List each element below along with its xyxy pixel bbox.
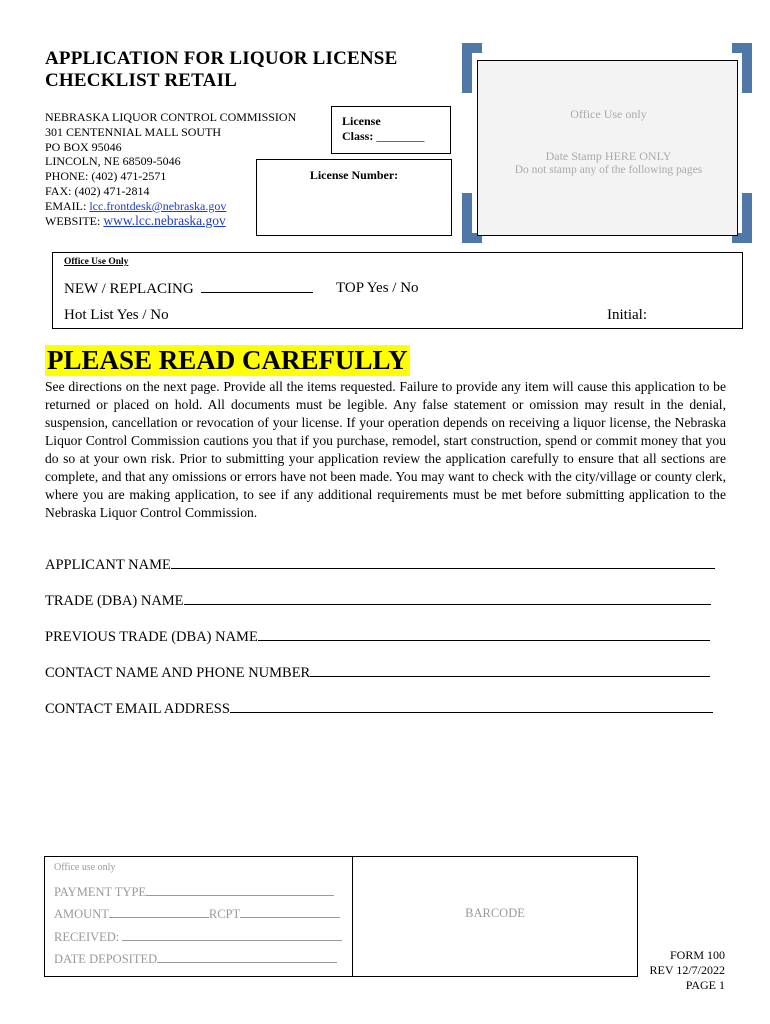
org-name: NEBRASKA LIQUOR CONTROL COMMISSION [45,110,297,124]
office-use-bottom-label: Office use only [54,862,116,873]
date-deposited-row [54,952,337,967]
date-stamp-area[interactable] [477,60,738,236]
email-link[interactable]: lcc.frontdesk@nebraska.gov [89,198,227,213]
payment-type-label: PAYMENT TYPE [54,885,147,899]
trade-name-field[interactable] [45,592,711,610]
license-class-label-2: Class: [342,129,374,143]
license-number-box[interactable] [256,159,452,236]
previous-trade-name-line[interactable] [258,628,710,641]
amount-row [54,907,340,922]
previous-trade-name-label: PREVIOUS TRADE (DBA) NAME [45,629,258,645]
license-class-label-1: License [342,114,381,128]
contact-email-line[interactable] [230,700,713,713]
contact-email-label: CONTACT EMAIL ADDRESS [45,701,230,717]
page-number: PAGE 1 [685,978,725,992]
applicant-name-field[interactable] [45,556,715,574]
city: LINCOLN, NE 68509-5046 [45,154,181,169]
date-deposited-line[interactable] [157,952,337,963]
previous-trade-name-field[interactable] [45,628,710,646]
amount-label: AMOUNT [54,907,109,921]
barcode-box [352,856,638,977]
new-replacing-label: NEW / REPLACING [64,281,194,297]
applicant-name-line[interactable] [171,556,715,569]
website-link[interactable]: www.lcc.nebraska.gov [103,212,226,228]
street: 301 CENTENNIAL MALL SOUTH [45,124,222,139]
form-number: FORM 100 [669,948,725,962]
contact-email-field[interactable] [45,700,713,718]
new-replacing-line[interactable] [201,280,313,293]
rcpt-label: RCPT [208,907,241,921]
contact-name-phone-label: CONTACT NAME AND PHONE NUMBER [45,665,311,681]
license-class-row [342,129,450,144]
received-label: RECEIVED: [54,930,123,944]
payment-type-row [54,885,334,900]
trade-name-line[interactable] [184,592,711,605]
rcpt-line[interactable] [240,907,340,918]
form-revision: REV 12/7/2022 [649,963,725,977]
form-footer [630,948,725,993]
office-use-label: Office Use Only [64,257,129,267]
stamp-line-2: Do not stamp any of the following pages [514,164,703,176]
email-label: EMAIL: [45,198,90,213]
website-label: WEBSITE: [45,213,104,228]
contact-name-phone-line[interactable] [310,664,710,677]
stamp-office-use: Office Use only [570,107,647,121]
fax: FAX: (402) 471-2814 [45,183,150,198]
date-deposited-label: DATE DEPOSITED [54,952,158,966]
payment-type-line[interactable] [146,885,334,896]
trade-name-label: TRADE (DBA) NAME [45,593,184,609]
license-number-label: License Number: [309,168,399,182]
received-row [54,930,342,945]
page-title [45,48,397,92]
initial-label: Initial: [607,307,647,323]
license-class-blank[interactable]: ________ [376,129,425,143]
po-box: PO BOX 95046 [45,139,122,154]
top-yes-no[interactable]: TOP Yes / No [336,280,419,296]
title-line-1: APPLICATION FOR LIQUOR LICENSE [45,48,398,69]
please-read-heading: PLEASE READ CAREFULLY [47,345,408,375]
new-replacing-row [64,280,313,298]
stamp-line-1: Date Stamp HERE ONLY [545,149,672,163]
license-class-box [331,106,451,154]
hot-list-yes-no[interactable]: Hot List Yes / No [64,307,169,323]
directions-paragraph: See directions on the next page. Provide all the items requested. Failure to provide any item will cause this application to be returned or placed on hold. All documents must be legible. Any false statement or omission may result in the denial, suspension, cancellation or revocation of your license. If your operation depends on receiving a liquor license, the Nebraska Liquor Control Commission cautions you that if you purchase, remodel, start construction, spend or commit money that you do so at your own risk. Prior to submitting your application review the application carefully to ensure that all sections are complete, and that any omissions or errors have not been made. You may want to check with the city/village or county clerk, where you are making application, to see if any additional requirements must be met before submitting application to the Nebraska Liquor Control Commission. [45,379,726,520]
phone: PHONE: (402) 471-2571 [45,169,167,184]
title-line-2: CHECKLIST RETAIL [45,70,238,91]
amount-line[interactable] [109,907,209,918]
barcode-label: BARCODE [465,906,525,920]
contact-name-phone-field[interactable] [45,664,710,682]
office-use-bottom-box [44,856,353,977]
applicant-name-label: APPLICANT NAME [45,557,171,573]
received-line[interactable] [122,930,342,941]
